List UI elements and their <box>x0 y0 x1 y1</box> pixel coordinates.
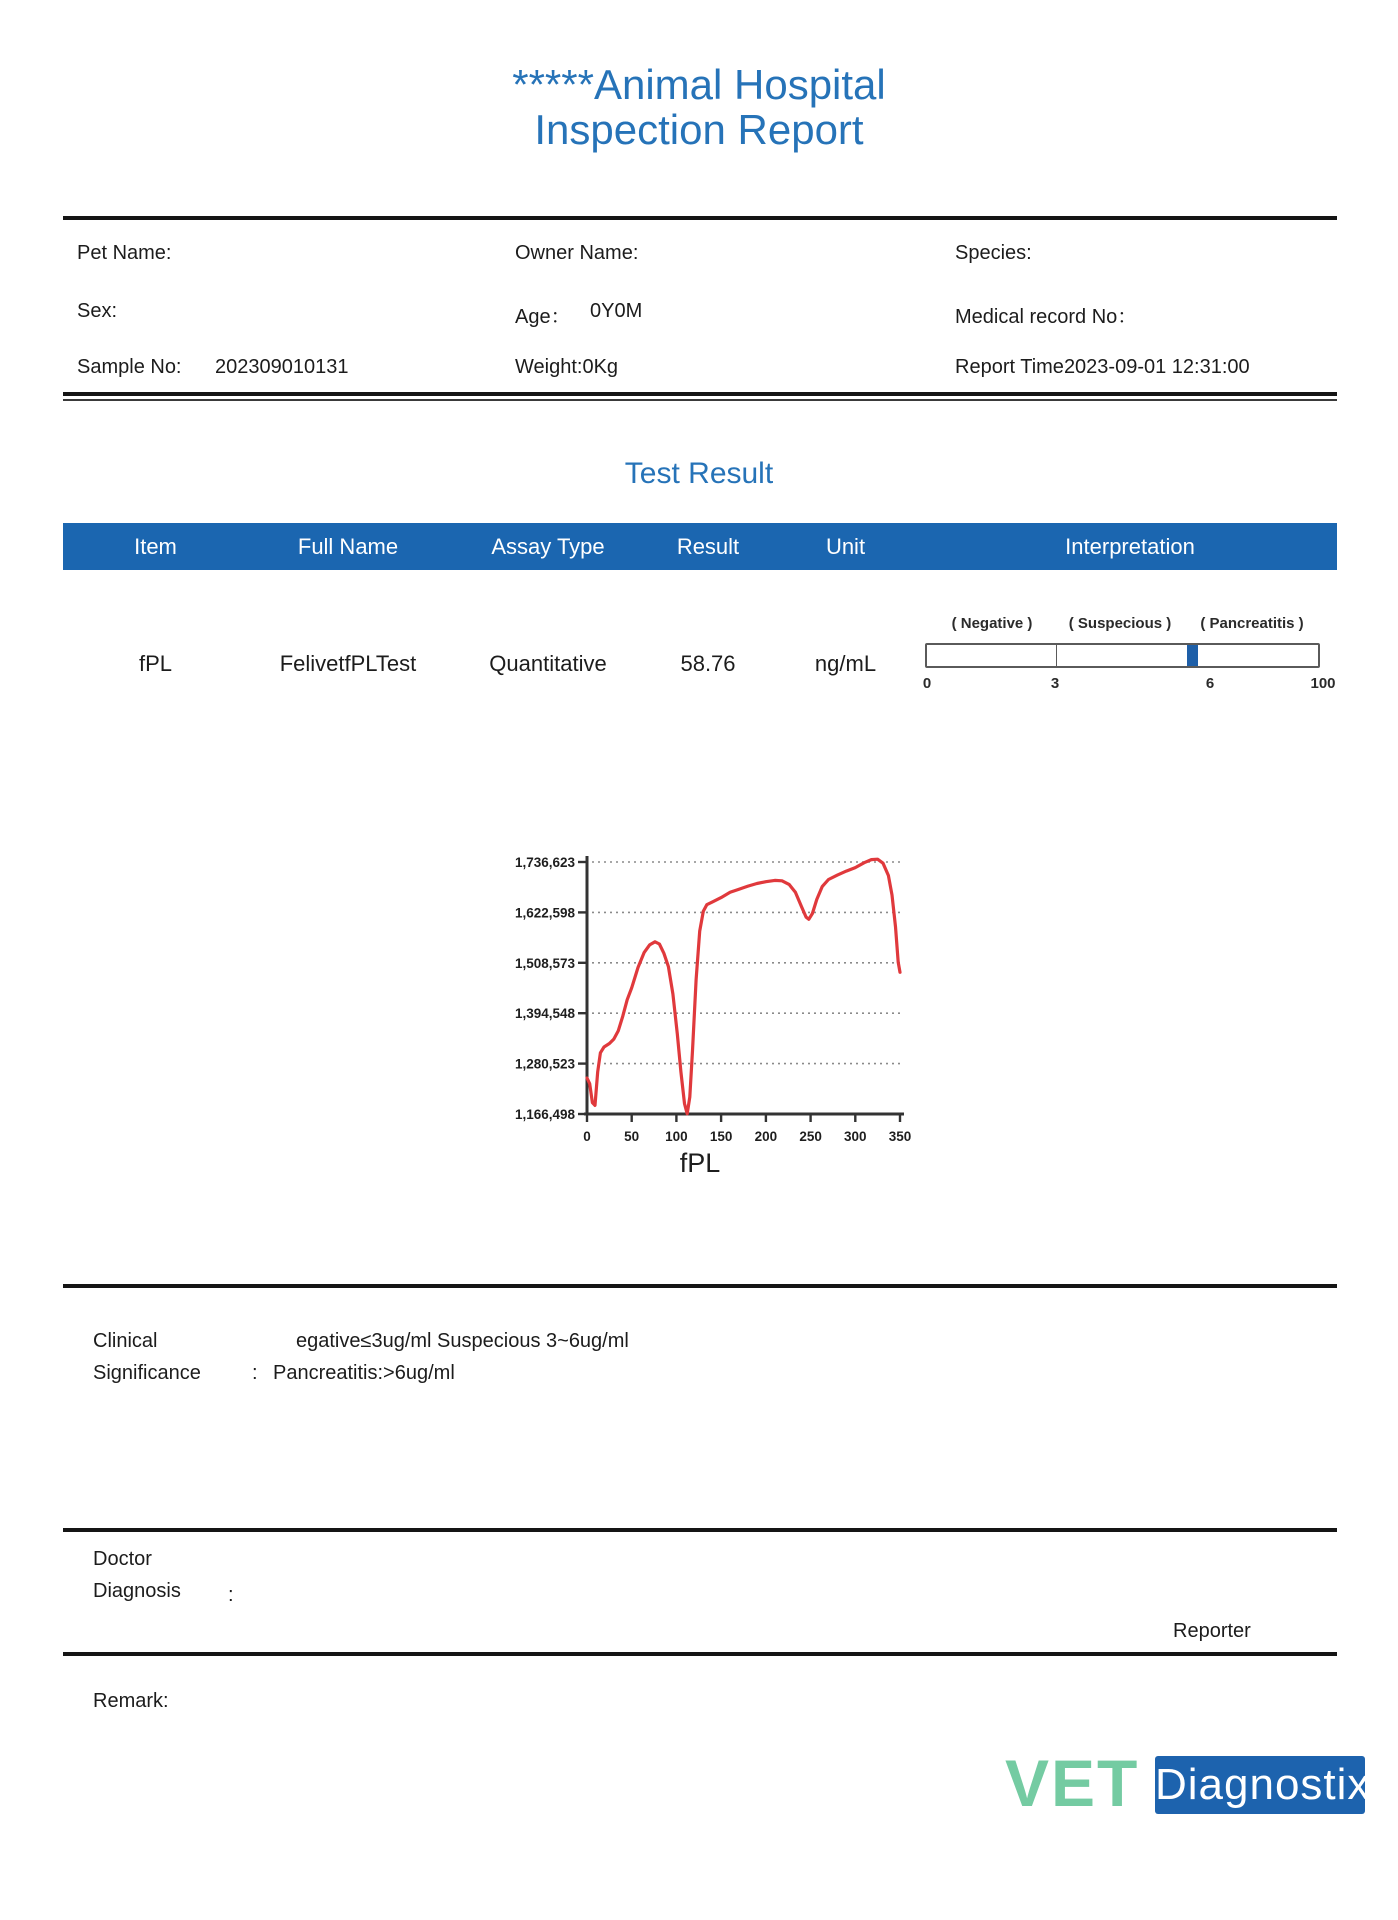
clinical-label-line2: Significance <box>93 1362 201 1384</box>
svg-text:0: 0 <box>583 1129 591 1144</box>
col-item: Item <box>134 534 177 559</box>
report-title-line2: Inspection Report <box>534 105 864 153</box>
scale-bar <box>925 643 1320 668</box>
col-interpretation: Interpretation <box>1065 534 1195 559</box>
remark-label: Remark: <box>93 1690 169 1712</box>
report-title-line1: *****Animal Hospital <box>512 61 886 108</box>
info-bottom-rule <box>63 392 1337 396</box>
fpl-line-chart <box>480 810 960 1190</box>
svg-text:150: 150 <box>709 1129 733 1144</box>
age-value: 0Y0M <box>590 300 643 322</box>
sex-label: Sex: <box>77 300 118 322</box>
svg-text:1,508,573: 1,508,573 <box>514 955 575 971</box>
result-table-header <box>63 523 1337 570</box>
row-item: fPL <box>138 651 173 676</box>
doctor-top-rule <box>63 1528 1337 1532</box>
svg-text:50: 50 <box>624 1129 640 1144</box>
svg-text:200: 200 <box>754 1129 778 1144</box>
col-unit: Unit <box>825 534 866 559</box>
clinical-colon: : <box>252 1362 258 1384</box>
row-full-name: FelivetfPLTest <box>279 651 417 676</box>
svg-text:1,622,598: 1,622,598 <box>514 905 575 921</box>
row-unit: ng/mL <box>814 651 877 676</box>
pet-name-label: Pet Name: <box>77 242 172 264</box>
clinical-label-line1: Clinical <box>93 1330 158 1352</box>
col-result: Result <box>676 534 740 559</box>
vet-diagnostix-logo <box>1005 1745 1375 1830</box>
scale-result-marker <box>1187 645 1198 666</box>
sample-no-label: Sample No: <box>77 356 182 378</box>
scale-tick-6: 6 <box>1205 675 1215 692</box>
svg-text:300: 300 <box>844 1129 867 1144</box>
row-result: 58.76 <box>680 651 736 676</box>
scale-label-suspecious: ( Suspecious ) <box>1068 615 1172 632</box>
clinical-text-line1: egative≤3ug/ml Suspecious 3~6ug/ml <box>296 1330 629 1352</box>
svg-text:1,166,498: 1,166,498 <box>514 1107 575 1122</box>
remark-top-rule <box>63 1652 1337 1656</box>
reporter-label: Reporter <box>1173 1620 1251 1642</box>
scale-divider-3 <box>1056 645 1058 666</box>
scale-tick-100: 100 <box>1310 675 1336 692</box>
owner-name-label: Owner Name: <box>515 242 639 264</box>
scale-label-negative: ( Negative ) <box>951 615 1033 632</box>
logo-diagnostix-text: Diagnostix <box>1155 1760 1371 1809</box>
sample-no-value: 202309010131 <box>215 356 349 378</box>
col-assay-type: Assay Type <box>491 534 605 559</box>
medical-record-label: Medical record No： <box>955 306 1138 328</box>
weight-value: 0Kg <box>582 356 619 378</box>
clinical-top-rule <box>63 1284 1337 1288</box>
report-time-label: Report Time2023-09-01 12:31:00 <box>955 356 1250 378</box>
svg-text:1,736,623: 1,736,623 <box>514 855 575 870</box>
info-top-rule <box>63 216 1337 220</box>
svg-text:100: 100 <box>665 1129 688 1144</box>
test-result-heading: Test Result <box>624 457 774 490</box>
col-full-name: Full Name <box>297 534 399 559</box>
svg-text:fPL: fPL <box>679 1148 721 1178</box>
weight-label: Weight:0Kg <box>515 356 619 378</box>
species-label: Species: <box>955 242 1032 264</box>
doctor-colon: : <box>228 1584 234 1606</box>
scale-tick-0: 0 <box>922 675 932 692</box>
clinical-text-line2: Pancreatitis:>6ug/ml <box>273 1362 455 1384</box>
svg-text:1,280,523: 1,280,523 <box>514 1056 575 1072</box>
logo-vet-text: VET <box>1005 1746 1140 1820</box>
report-title <box>0 63 1398 152</box>
svg-text:1,394,548: 1,394,548 <box>514 1006 575 1022</box>
svg-text:350: 350 <box>888 1129 912 1144</box>
report-time-value: 2023-09-01 12:31:00 <box>1063 356 1250 378</box>
info-bottom-rule-thin <box>63 399 1337 401</box>
interpretation-scale <box>922 615 1336 700</box>
age-label: Age： <box>515 306 571 328</box>
scale-label-pancreatitis: ( Pancreatitis ) <box>1200 615 1304 632</box>
logo-diagnostix-box <box>1155 1756 1371 1814</box>
scale-tick-3: 3 <box>1050 675 1060 692</box>
svg-text:250: 250 <box>799 1129 822 1144</box>
doctor-label-line2: Diagnosis <box>93 1580 181 1602</box>
row-assay-type: Quantitative <box>489 651 607 676</box>
doctor-label-line1: Doctor <box>93 1548 152 1570</box>
